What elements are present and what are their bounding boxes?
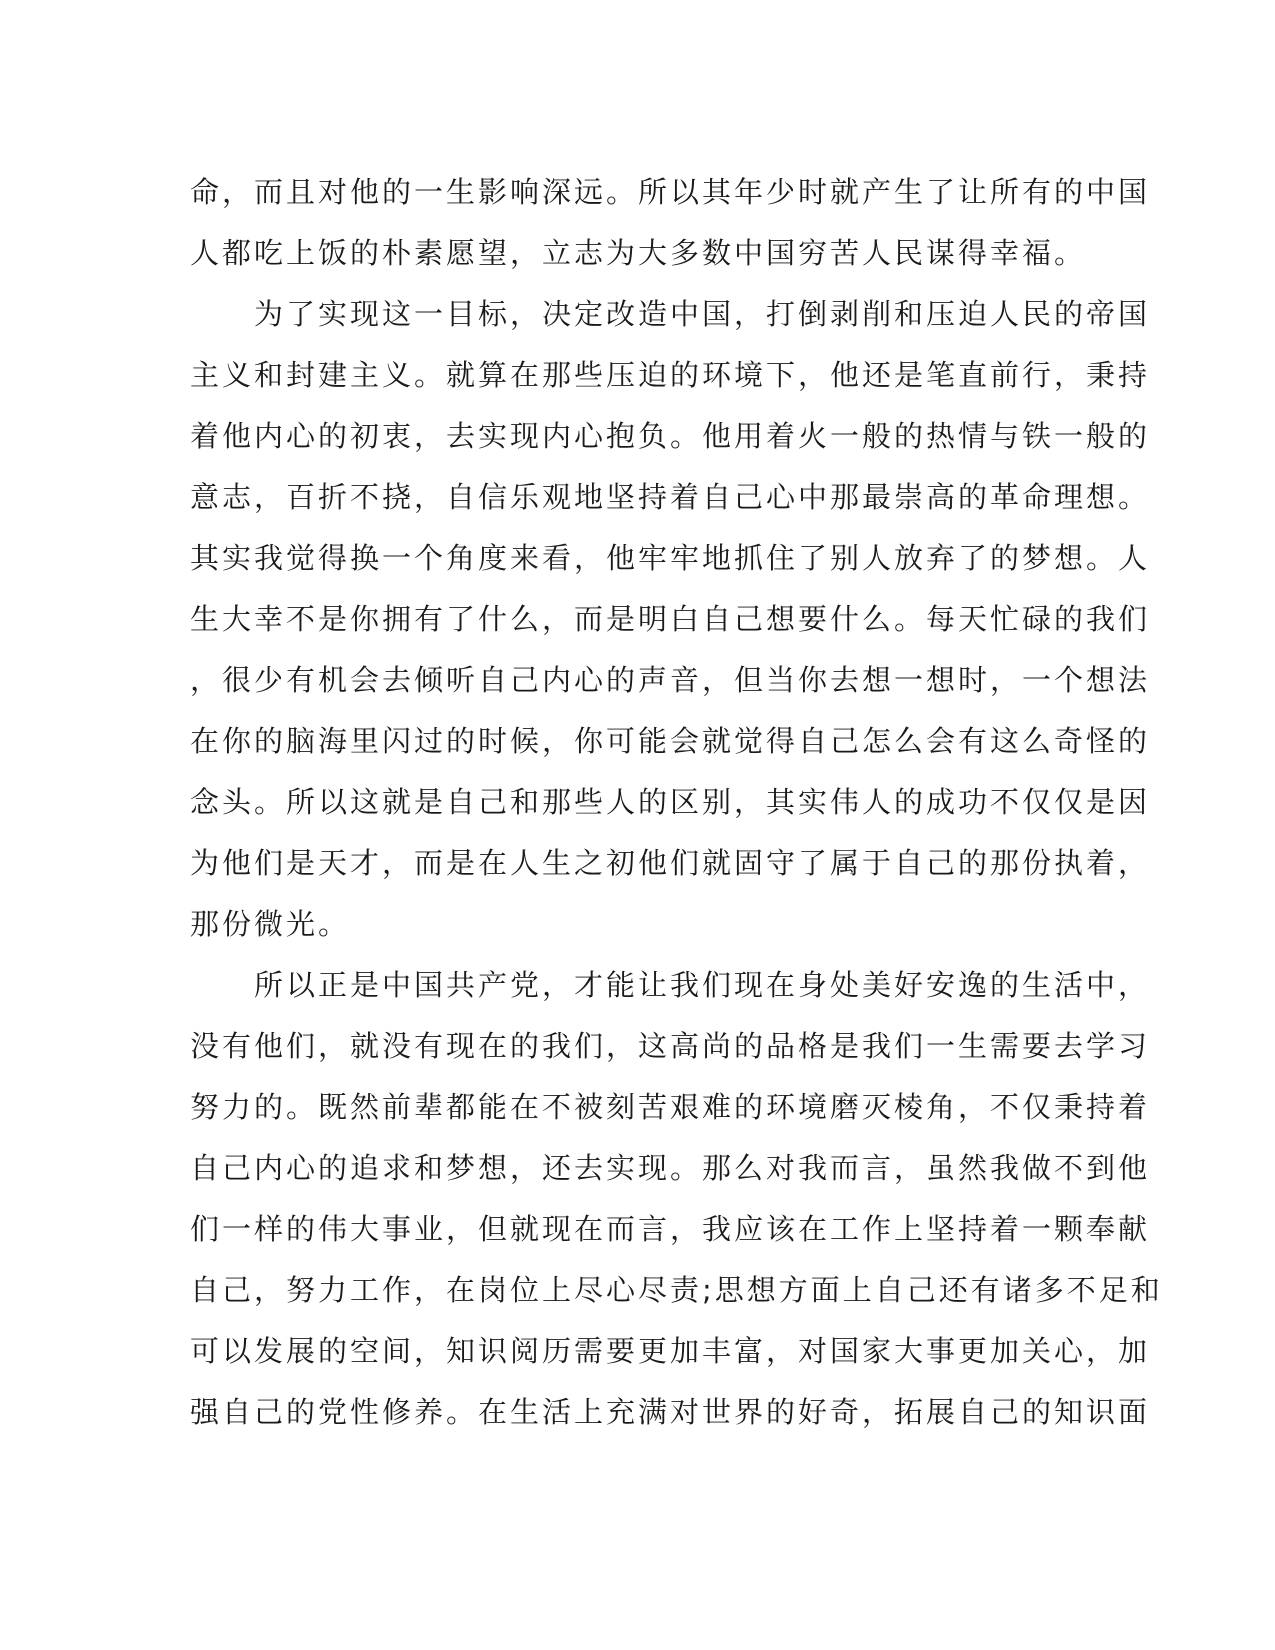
paragraph-start-line: 为了实现这一目标，决定改造中国，打倒剥削和压迫人民的帝国 [190,297,1151,331]
text-line: 自己，努力工作，在岗位上尽心尽责;思想方面上自己还有诸多不足和 [190,1273,1163,1307]
text-line: 为他们是天才，而是在人生之初他们就固守了属于自己的那份执着， [190,846,1151,880]
text-line: 其实我觉得换一个角度来看，他牢牢地抓住了别人放弃了的梦想。人 [190,541,1151,575]
text-line: 意志，百折不挠，自信乐观地坚持着自己心中那最崇高的革命理想。 [190,480,1151,514]
text-line: 主义和封建主义。就算在那些压迫的环境下，他还是笔直前行，秉持 [190,358,1151,392]
text-line: 自己内心的追求和梦想，还去实现。那么对我而言，虽然我做不到他 [190,1151,1151,1185]
text-line: 念头。所以这就是自己和那些人的区别，其实伟人的成功不仅仅是因 [190,785,1151,819]
text-line: 生大幸不是你拥有了什么，而是明白自己想要什么。每天忙碌的我们 [190,602,1151,636]
text-line: 努力的。既然前辈都能在不被刻苦艰难的环境磨灭棱角，不仅秉持着 [190,1090,1151,1124]
text-line: 没有他们，就没有现在的我们，这高尚的品格是我们一生需要去学习 [190,1029,1151,1063]
text-line: 命，而且对他的一生影响深远。所以其年少时就产生了让所有的中国 [190,175,1151,209]
paragraph-start-line: 所以正是中国共产党，才能让我们现在身处美好安逸的生活中， [190,968,1151,1002]
text-line: 那份微光。 [190,907,351,941]
text-line: 们一样的伟大事业，但就现在而言，我应该在工作上坚持着一颗奉献 [190,1212,1151,1246]
body-text [190,162,1163,1443]
text-line: 可以发展的空间，知识阅历需要更加丰富，对国家大事更加关心，加 [190,1334,1151,1368]
text-line: 着他内心的初衷，去实现内心抱负。他用着火一般的热情与铁一般的 [190,419,1151,453]
text-line: 在你的脑海里闪过的时候，你可能会就觉得自己怎么会有这么奇怪的 [190,724,1151,758]
text-line: 人都吃上饭的朴素愿望，立志为大多数中国穷苦人民谋得幸福。 [190,236,1087,270]
text-line: ，很少有机会去倾听自己内心的声音，但当你去想一想时，一个想法 [190,663,1151,697]
text-line: 强自己的党性修养。在生活上充满对世界的好奇，拓展自己的知识面 [190,1395,1151,1429]
